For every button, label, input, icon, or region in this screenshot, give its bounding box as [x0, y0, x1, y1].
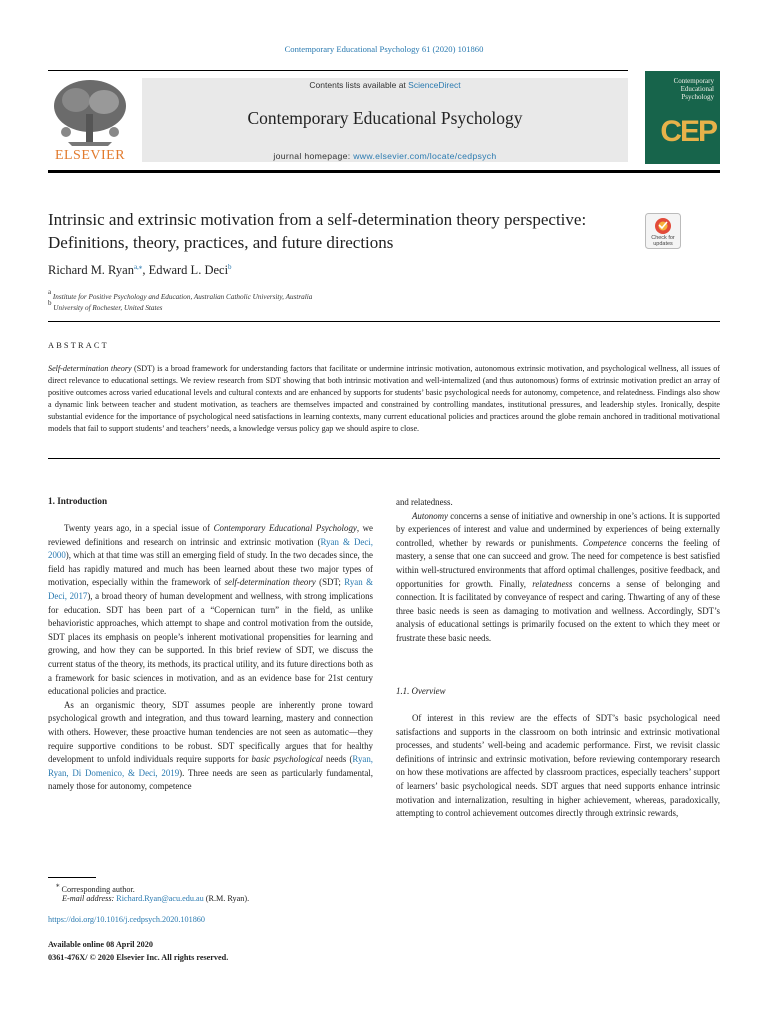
author-2[interactable]: Edward L. Deci: [148, 263, 229, 277]
abstract-heading: ABSTRACT: [48, 341, 109, 350]
text: , we reviewed definitions and research on intrinsic and extrinsic motivation (: [48, 523, 374, 547]
abstract-lead: Self-determination theory: [48, 364, 132, 373]
affiliation-b-mark: b: [48, 299, 52, 307]
right-column-bottom: [396, 712, 720, 821]
header-rule: [48, 70, 628, 71]
cover-mark: CEP: [660, 115, 716, 148]
paragraph: and relatedness.: [396, 497, 453, 507]
sciencedirect-link[interactable]: ScienceDirect: [408, 80, 461, 90]
section-heading: 1. Introduction: [48, 496, 108, 506]
text: concerns the feeling of mastery, a sense that one can succeed and grow. The need for competence is best satisfied within well-structured environments that afford optimal challenges, positive feedback, and opportunities for growth. Finally,: [396, 537, 720, 589]
check-updates-label: [638, 235, 688, 247]
citation-link[interactable]: Ryan & Deci, 2000: [48, 536, 373, 561]
paragraph: Of interest in this review are the effects of SDT’s basic psychological need satisfactions and supports in the classroom on both intrinsic and extrinsic motivational processes, and students’ well-being and academic performance. First, we revisit classic definitions of intrinsic and extrinsic motivation, before reviewing contemporary research on how these motivations are affected by classroom practices, especially teachers’ support of learners’ basic psychological needs. SDT argues that need supports enhance intrinsic motivation and internalization, resulting in higher achievement, whereas, paradoxically, attempting to control achievement outcomes directly through extrinsic rewards,: [396, 713, 720, 819]
author-2-affil[interactable]: b: [228, 263, 232, 271]
citation-link[interactable]: Ryan, Ryan, Di Domenico, & Deci, 2019: [48, 754, 374, 778]
left-column: [48, 522, 373, 794]
term-italic: basic psychological: [251, 754, 323, 765]
corresponding-author: [56, 881, 135, 894]
text: (SDT;: [315, 577, 345, 588]
paragraph: [396, 510, 720, 646]
paragraph: [48, 522, 373, 699]
term-italic: Competence: [582, 537, 627, 548]
affiliation-b: [48, 299, 162, 312]
text: concerns a sense of belonging and connection. It is facilitated by conveyance of respect and caring. Thwarting of any of these three basic needs is seen as damaging to motivation and wellness. Accordingly, SDT’s analysis of educational settings is primarily focused on the extent to which they meet or frustrate these basic needs.: [396, 578, 720, 643]
right-column-top: [396, 496, 720, 646]
homepage-prefix: journal homepage:: [273, 151, 354, 161]
abstract-top-rule: [48, 321, 720, 322]
journal-cover[interactable]: [645, 71, 720, 164]
text: needs (: [322, 754, 353, 765]
text: Twenty years ago, in a special issue of: [64, 523, 214, 533]
journal-italic: Contemporary Educational Psychology: [213, 523, 357, 533]
term-italic: self-determination theory: [224, 577, 316, 588]
elsevier-logo[interactable]: [48, 76, 132, 164]
affiliation-a-mark: a: [48, 288, 52, 296]
affiliation-b-text: University of Rochester, United States: [53, 304, 163, 312]
text: ), a broad theory of human development and wellness, with strong implications for education. SDT has been part of a “Copernican turn” in the field, as unlike behavioristic approaches, which attempt to shape and control motivation from the outside, SDT places its emphasis on people’s inherent motivational propensities for learning and growing, and how they can be supported. In this brief review of SDT, we discuss the current status of the theory, its methods, its practical utility, and its future directions both as a framework for basic sciences in motivation, and as an evidence base for 21st century educational policies and practice.: [48, 590, 373, 697]
citation-link[interactable]: Ryan & Deci, 2017: [48, 577, 374, 601]
author-list: [48, 263, 232, 278]
email-label: E-mail address:: [62, 894, 117, 903]
available-online: Available online 08 April 2020: [48, 940, 153, 949]
header-thick-rule: [48, 170, 720, 173]
subsection-heading: 1.1. Overview: [396, 686, 446, 696]
email-line: [62, 894, 249, 903]
contents-prefix: Contents lists available at: [309, 80, 409, 90]
term-italic: relatedness: [532, 578, 573, 589]
journal-name: Contemporary Educational Psychology: [247, 108, 523, 128]
corr-text: Corresponding author.: [59, 885, 135, 894]
contents-line: [142, 80, 628, 90]
text: As an organismic theory, SDT assumes people are inherently prone toward psychological growth and integration, and thus toward learning, mastery and connection with others. However, these proactive human tendencies are not seen as automatic—they require supportive conditions to be robust. SDT specifically argues that for healthy development to unfold individuals require supports for: [48, 699, 373, 765]
paragraph: [48, 699, 373, 794]
check-updates-line2: updates: [653, 241, 673, 247]
homepage-link[interactable]: www.elsevier.com/locate/cedpsych: [353, 151, 497, 161]
corr-mark: ⁎: [56, 881, 60, 889]
journal-citation[interactable]: Contemporary Educational Psychology 61 (2020) 101860: [284, 44, 484, 54]
homepage-line: [142, 151, 628, 161]
text: ), which at that time was still an emerging field of study. In the two decades since, the field has rapidly matured and much has been learned about these two major types of motivation, especially within the framework of: [48, 550, 373, 588]
term-italic: Autonomy: [412, 510, 448, 521]
copyright: 0361-476X/ © 2020 Elsevier Inc. All rights reserved.: [48, 953, 229, 962]
abstract-text: [48, 363, 720, 435]
text: ). Three needs are seen as particularly fundamental, namely those for autonomy, competence: [48, 767, 373, 792]
elsevier-wordmark: ELSEVIER: [54, 148, 126, 163]
text: concerns a sense of initiative and ownership in one’s actions. It is supported by experiences of interest and value and undermined by experiences of being externally controlled, whether by rewards or punishments.: [396, 510, 720, 548]
author-1-affil[interactable]: a,⁎: [133, 263, 143, 271]
email-link[interactable]: Richard.Ryan@acu.edu.au: [116, 894, 204, 903]
footnote-rule: [48, 877, 96, 878]
article-title: Intrinsic and extrinsic motivation from a self-determination theory perspective: Definitions, theory, practices, and future directions: [48, 210, 587, 252]
abstract-bottom-rule: [48, 458, 720, 459]
abstract-body: (SDT) is a broad framework for understanding factors that facilitate or undermine intrinsic motivation, autonomous extrinsic motivation, and psychological wellness, all issues of direct relevance to educational settings. We review research from SDT showing that both intrinsic motivation and well-internalized (and thus autonomous) forms of extrinsic motivation predict an array of positive outcomes across varied educational levels and cultural contexts and are enhanced by supports for students’ basic psychological needs for autonomy, competence, and relatedness. Findings also show a dynamic link between teacher and student motivation, as teachers are themselves impacted and constrained by controlling mandates, institutional pressures, and leadership styles. Ironically, despite substantial evidence for the importance of psychological need satisfactions in learning contexts, many current educational policies and practices around the globe remain anchored in traditional motivational models that fail to support students’ and teachers’ needs, a knowledge versus policy gap we should aspire to close.: [48, 364, 720, 433]
affiliation-a-text: Institute for Positive Psychology and Education, Australian Catholic University, Australia: [52, 293, 313, 301]
doi-link[interactable]: https://doi.org/10.1016/j.cedpsych.2020.101860: [48, 915, 205, 924]
check-updates-line1: Check for: [651, 235, 675, 241]
author-1[interactable]: Richard M. Ryan: [48, 263, 134, 277]
cover-title: Contemporary Educational Psychology: [673, 77, 714, 101]
email-suffix: (R.M. Ryan).: [203, 894, 250, 903]
author-separator: ,: [142, 263, 149, 277]
